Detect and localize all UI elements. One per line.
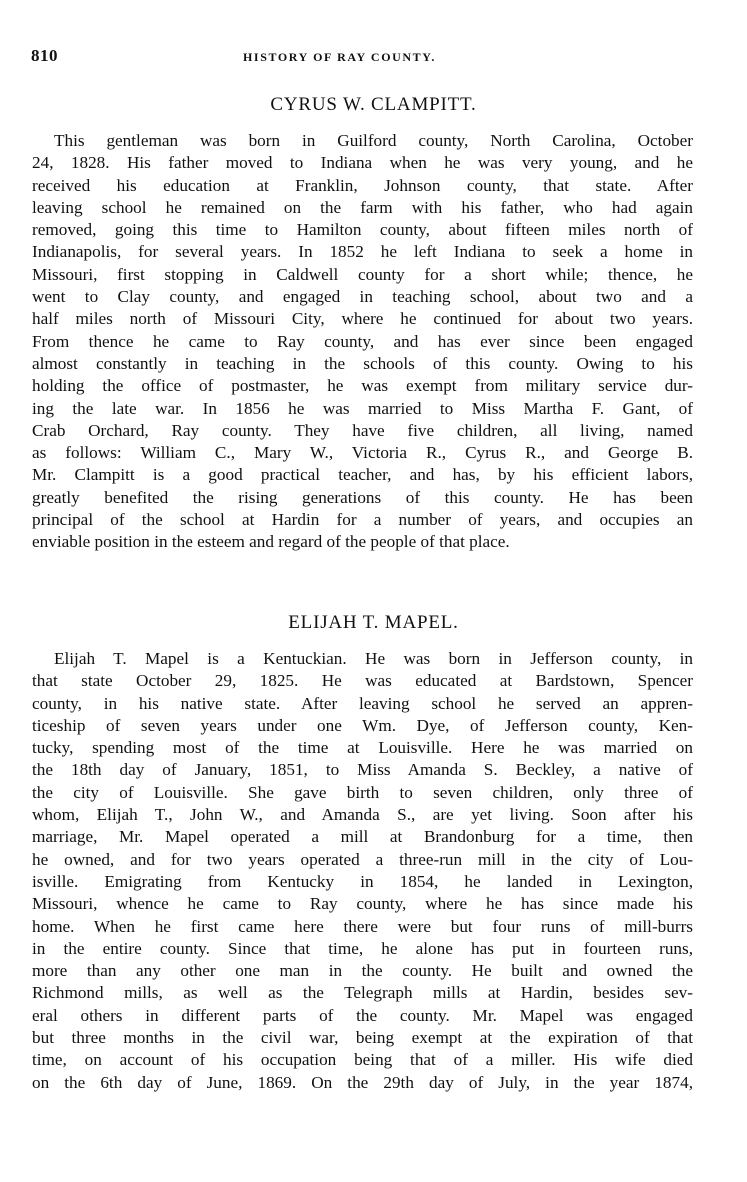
text-line: marriage, Mr. Mapel operated a mill at Brandonburg for a time, then — [32, 827, 693, 847]
text-line: in the entire county. Since that time, he alone has put in fourteen runs, — [32, 938, 693, 958]
text-line: ticeship of seven years under one Wm. Dye, of Jefferson county, Ken- — [32, 715, 693, 735]
text-line: county, in his native state. After leaving school he served an appren- — [32, 693, 693, 713]
text-line: isville. Emigrating from Kentucky in 1854, he landed in Lexington, — [32, 871, 693, 891]
text-line: received his education at Franklin, Johnson county, that state. After — [32, 175, 693, 195]
text-line: leaving school he remained on the farm with his father, who had again — [32, 197, 693, 217]
text-line: Crab Orchard, Ray county. They have five children, all living, named — [32, 420, 693, 440]
text-line: This gentleman was born in Guilford county, North Carolina, October — [54, 131, 693, 150]
text-line: tucky, spending most of the time at Louisville. Here he was married on — [32, 738, 693, 758]
text-line: Mr. Clampitt is a good practical teacher, and has, by his efficient labors, — [32, 465, 693, 485]
text-line: removed, going this time to Hamilton county, about fifteen miles north of — [32, 220, 693, 240]
text-line: more than any other one man in the county. He built and owned the — [32, 961, 693, 981]
text-line: Indianapolis, for several years. In 1852 he left Indiana to seek a home in — [32, 242, 693, 262]
text-line: 24, 1828. His father moved to Indiana when he was very young, and he — [32, 153, 693, 173]
text-line: holding the office of postmaster, he was exempt from military service dur- — [32, 376, 693, 396]
text-line: eral others in different parts of the county. Mr. Mapel was engaged — [32, 1005, 693, 1025]
text-line: the 18th day of January, 1851, to Miss Amanda S. Beckley, a native of — [32, 760, 693, 780]
text-line: that state October 29, 1825. He was educated at Bardstown, Spencer — [32, 671, 693, 691]
biography-clampitt — [32, 130, 693, 554]
section-title-mapel: ELIJAH T. MAPEL. — [288, 612, 459, 633]
text-line: home. When he first came here there were but four runs of mill-burrs — [32, 916, 693, 936]
text-line: the city of Louisville. She gave birth to seven children, only three of — [32, 782, 693, 802]
text-line: he owned, and for two years operated a three-run mill in the city of Lou- — [32, 849, 693, 869]
text-line: time, on account of his occupation being that of a miller. His wife died — [32, 1050, 693, 1070]
text-line: almost constantly in teaching in the schools of this county. Owing to his — [32, 353, 693, 373]
running-head: HISTORY OF RAY COUNTY. — [243, 50, 437, 64]
text-line: on the 6th day of June, 1869. On the 29th day of July, in the year 1874, — [32, 1072, 693, 1092]
text-line: From thence he came to Ray county, and has ever since been engaged — [32, 331, 693, 351]
page-number: 810 — [31, 46, 58, 65]
text-line: ing the late war. In 1856 he was married to Miss Martha F. Gant, of — [32, 398, 693, 418]
text-line: whom, Elijah T., John W., and Amanda S., are yet living. Soon after his — [32, 805, 693, 825]
text-line: but three months in the civil war, being exempt at the expiration of that — [32, 1028, 693, 1048]
text-line: greatly benefited the rising generations of this county. He has been — [32, 487, 693, 507]
text-line: Elijah T. Mapel is a Kentuckian. He was born in Jefferson county, in — [54, 649, 693, 668]
biography-mapel — [32, 648, 693, 1094]
text-line: half miles north of Missouri City, where he continued for about two years. — [32, 309, 693, 329]
text-line: Richmond mills, as well as the Telegraph mills at Hardin, besides sev- — [32, 983, 693, 1003]
text-line: Missouri, first stopping in Caldwell county for a short while; thence, he — [32, 264, 693, 284]
text-line: went to Clay county, and engaged in teaching school, about two and a — [32, 287, 693, 307]
text-line: Missouri, whence he came to Ray county, where he has since made his — [32, 894, 693, 914]
text-line: enviable position in the esteem and regard of the people of that place. — [32, 532, 510, 552]
text-line: principal of the school at Hardin for a number of years, and occupies an — [32, 510, 693, 530]
section-title-clampitt: CYRUS W. CLAMPITT. — [270, 94, 477, 115]
text-line: as follows: William C., Mary W., Victoria R., Cyrus R., and George B. — [32, 443, 693, 463]
